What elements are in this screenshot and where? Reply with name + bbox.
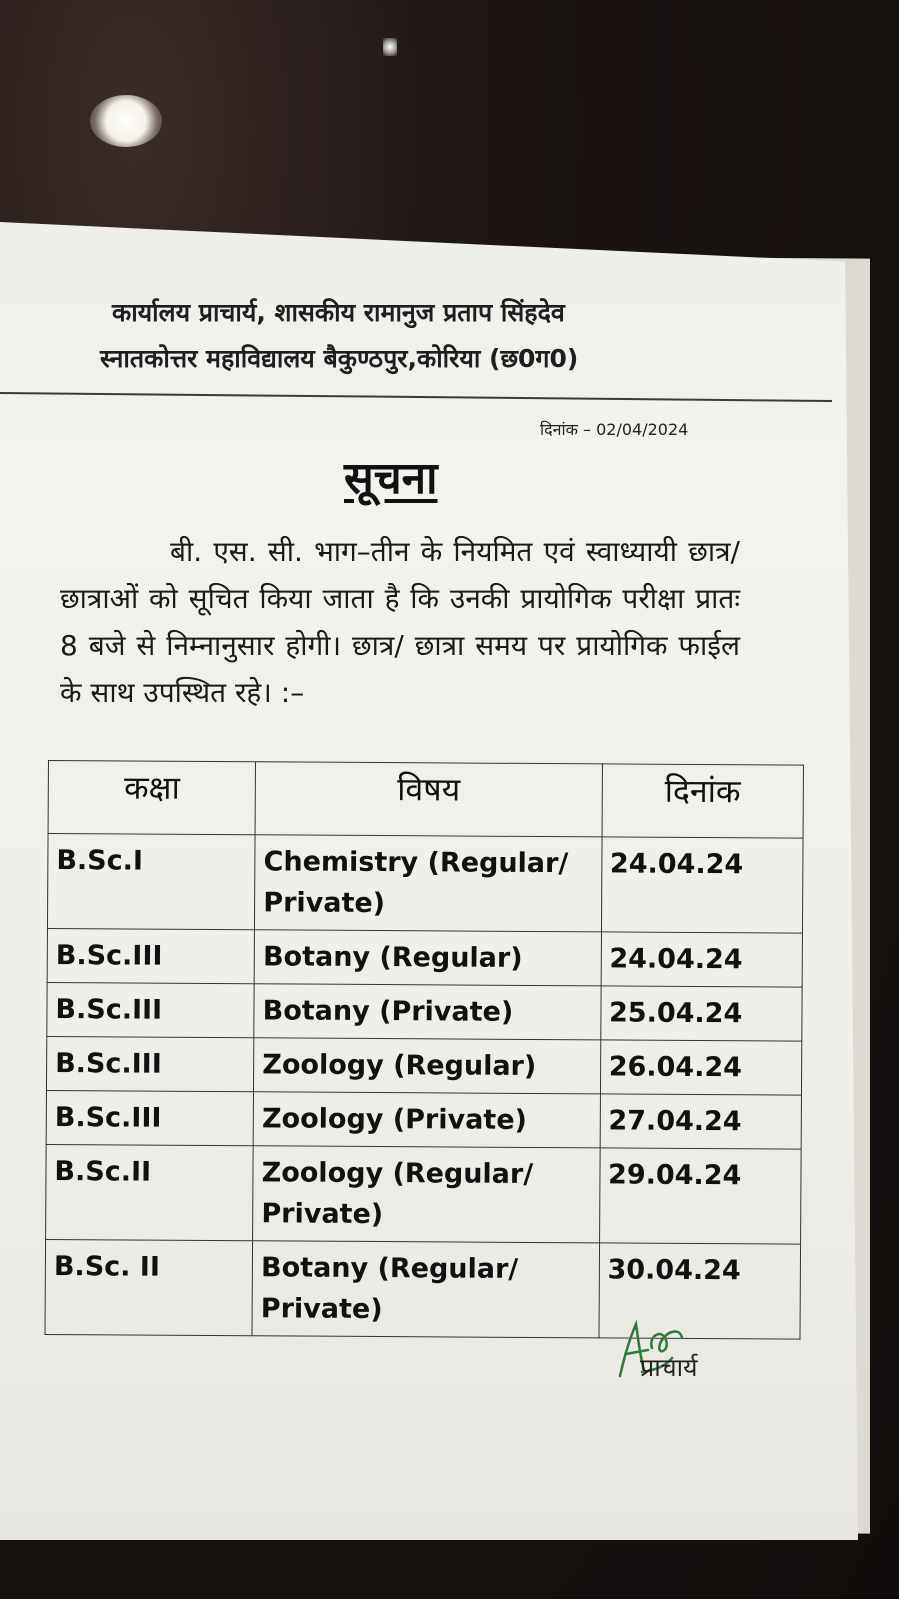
row-date: 26.04.24 [600,1040,802,1095]
row-class: B.Sc.III [46,1036,254,1091]
row-date: 29.04.24 [599,1148,801,1244]
header-class: कक्षा [48,761,256,835]
row-class: B.Sc.III [47,982,255,1037]
table-row [46,1144,802,1244]
row-subject: Botany (Regular) [254,930,601,986]
office-header-line2: स्नातकोत्तर महाविद्यालय बैकुण्ठपुर,कोरिया (छ0ग0) [100,344,579,373]
row-subject: Chemistry (Regular/ Private) [255,835,602,932]
table-row [47,834,803,934]
row-class: B.Sc.II [46,1144,254,1240]
row-date: 30.04.24 [599,1243,801,1339]
signature-label: प्राचार्य [640,1353,698,1382]
row-date: 24.04.24 [601,932,803,987]
table-row [47,982,802,1041]
row-subject: Zoology (Private) [253,1092,600,1148]
row-class: B.Sc.III [47,928,255,983]
row-date: 27.04.24 [600,1094,802,1149]
ceiling-light [90,95,162,147]
header-subject: विषय [255,762,602,837]
notice-body: बी. एस. सी. भाग–तीन के नियमित एवं स्वाध्यायी छात्र/ छात्राओं को सूचित किया जाता है कि उनकी प्रायोगिक परीक्षा प्रातः 8 बजे से निम्नानुसार होगी। छात्र/ छात्रा समय पर प्रायोगिक फाईल के साथ उपस्थित रहे। :– [60,535,740,709]
header-date: दिनांक [602,764,804,838]
row-date: 25.04.24 [600,986,802,1041]
row-subject: Botany (Regular/ Private) [252,1241,599,1338]
row-subject: Botany (Private) [254,984,601,1040]
office-header-line1: कार्यालय प्राचार्य, शासकीय रामानुज प्रताप सिंहदेव [112,298,565,327]
row-class: B.Sc.III [46,1090,254,1145]
table-header-row [48,761,803,839]
table-row [47,928,802,987]
table-row [46,1090,801,1149]
row-subject: Zoology (Regular/ Private) [253,1146,600,1243]
notice-date: दिनांक – 02/04/2024 [540,420,689,439]
notice-title: सूचना [344,453,438,504]
exam-schedule-table [44,760,803,1340]
ceiling-light-small [383,38,397,56]
row-subject: Zoology (Regular) [254,1038,601,1094]
row-date: 24.04.24 [601,837,803,933]
office-header [100,290,800,382]
row-class: B.Sc.I [47,834,255,930]
table-row [46,1036,801,1095]
row-class: B.Sc. II [45,1239,253,1335]
